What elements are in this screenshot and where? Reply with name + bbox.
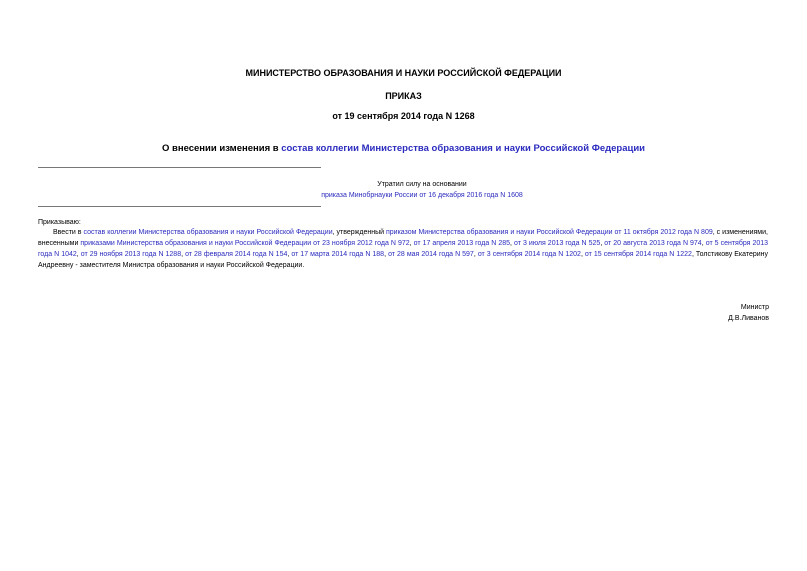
divider-bottom: [38, 206, 321, 207]
status-link-line: [38, 190, 806, 201]
paragraph-text: ,: [473, 251, 478, 258]
order-285-link[interactable]: от 17 апреля 2013 года N 285: [413, 240, 511, 247]
order-intro: Приказываю:: [38, 219, 81, 226]
paragraph-text: ,: [409, 240, 414, 247]
paragraph-text: ,: [580, 251, 585, 258]
order-597-link[interactable]: от 28 мая 2014 года N 597: [388, 251, 474, 258]
order-809-link[interactable]: приказом Министерства образования и науки Российской Федерации от 11 октября 2012 года N 809: [386, 229, 713, 236]
paragraph-text: , с изменениями, внесенными: [38, 229, 768, 247]
order-paragraph: [38, 227, 768, 271]
document-title: [0, 143, 807, 154]
order-974-link[interactable]: от 20 августа 2013 года N 974: [604, 240, 702, 247]
order-525-link[interactable]: от 3 июля 2013 года N 525: [514, 240, 601, 247]
paragraph-text: Ввести в: [53, 229, 84, 236]
paragraph-text: ,: [181, 251, 186, 258]
order-1222-link[interactable]: от 15 сентября 2014 года N 1222: [584, 251, 692, 258]
divider-top: [38, 167, 321, 168]
ministry-heading: МИНИСТЕРСТВО ОБРАЗОВАНИЯ И НАУКИ РОССИЙСКОЙ ФЕДЕРАЦИИ: [245, 68, 562, 78]
document-date-number: от 19 сентября 2014 года N 1268: [332, 111, 475, 121]
title-link[interactable]: состав коллегии Министерства образования и науки Российской Федерации: [281, 143, 646, 154]
repeal-order-link[interactable]: приказа Минобрнауки России от 16 декабря 2016 года N 1608: [321, 192, 523, 199]
order-1202-link[interactable]: от 3 сентября 2014 года N 1202: [477, 251, 581, 258]
order-1042-link[interactable]: от 5 сентября 2013 года N 1042: [38, 240, 769, 258]
paragraph-text: ,: [76, 251, 81, 258]
paragraph-text: , утвержденный: [332, 229, 386, 236]
status-text: Утратил силу на основании: [377, 181, 467, 188]
paragraph-text: ,: [510, 240, 515, 247]
order-188-link[interactable]: от 17 марта 2014 года N 188: [291, 251, 385, 258]
paragraph-text: ,: [600, 240, 605, 247]
paragraph-text: ,: [287, 251, 292, 258]
board-composition-link[interactable]: состав коллегии Министерства образования и науки Российской Федерации: [83, 229, 333, 236]
signature-name: Д.В.Ливанов: [728, 315, 769, 322]
paragraph-text: , Толстикову Екатерину Андреевну - заместителя Министра образования и науки Российской Федерации.: [38, 251, 769, 269]
paragraph-text: ,: [701, 240, 706, 247]
paragraph-text: ,: [384, 251, 389, 258]
order-154-link[interactable]: от 28 февраля 2014 года N 154: [185, 251, 288, 258]
order-1288-link[interactable]: от 29 ноября 2013 года N 1288: [80, 251, 182, 258]
title-prefix: О внесении изменения в: [161, 143, 282, 154]
order-972-link[interactable]: приказами Министерства образования и науки Российской Федерации от 23 ноября 2012 года N 972: [80, 240, 410, 247]
signature-position: Министр: [740, 304, 769, 311]
document-type: ПРИКАЗ: [385, 91, 422, 101]
